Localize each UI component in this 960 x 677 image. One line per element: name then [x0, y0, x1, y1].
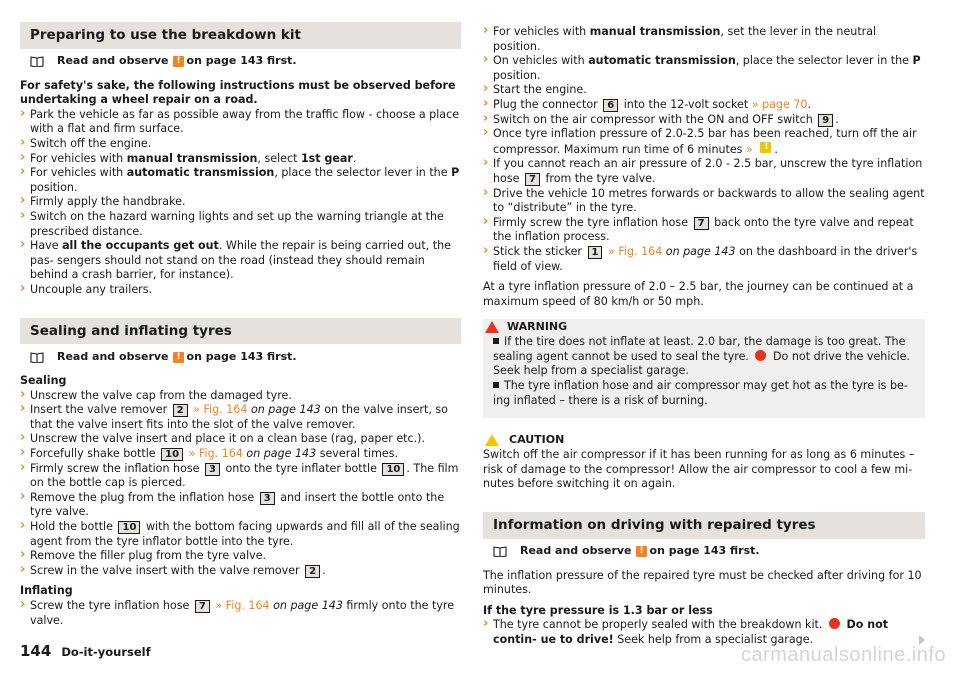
warning-square-icon [636, 546, 647, 557]
warning-item: If the tire does not inflate at least. 2.0 bar, the damage is too great. The sealing agent cannot be used to seal the tyre. Do not drive the vehicle. Seek help from a specialist garage. [493, 335, 910, 378]
list-item: › Stick the sticker 1 » Fig. 164 on page 143 on the dashboard in the driver's field of view. [483, 245, 925, 274]
list-item: › Park the vehicle as far as possible away from the traffic flow - choose a place with a flat and firm surface. [20, 108, 461, 137]
paragraph: At a tyre inflation pressure of 2.0 – 2.5 bar, the journey can be continued at a maximum speed of 80 km/h or 50 mph. [483, 280, 914, 308]
stop-icon [829, 618, 840, 629]
warning-square-icon [173, 352, 184, 363]
figure-link[interactable]: » Fig. 164 [193, 403, 248, 417]
caution-text: Switch off the air compressor if it has been running for as long as 6 minutes – risk of damage to the compressor! Allow the air compressor to cool a few mi- nutes before switching it on again. [483, 448, 915, 491]
warning-triangle-icon [485, 321, 499, 333]
list-item: › Unscrew the valve insert and place it on a clean base (rag, paper etc.). [20, 432, 461, 447]
list-item: › For vehicles with manual transmission, select 1st gear. [20, 152, 461, 167]
list-item: › For vehicles with automatic transmission, place the selector lever in the P position. [20, 166, 461, 195]
read-observe-note: Read and observe ! on page 143 first. [20, 55, 461, 69]
list-item: › Unscrew the valve cap from the damaged tyre. [20, 389, 461, 404]
warning-item: The tyre inflation hose and air compressor may get hot as the tyre is be- ing inflated – there is a risk of burning. [493, 379, 908, 407]
book-icon [30, 352, 44, 363]
section-title-sealing: Sealing and inflating tyres [20, 318, 461, 345]
list-item: › Once tyre inflation pressure of 2.0-2.5 bar has been reached, turn off the air compressor. Maximum run time of 6 minutes » ! . [483, 127, 925, 157]
list-item: › Have all the occupants get out. While the repair is being carried out, the pas- sengers should not stand on the road (instead they should remain behind a crash barrier, for instance). [20, 239, 461, 283]
list-item: › For vehicles with manual transmission, set the lever in the neutral position. [483, 25, 925, 54]
list-item: › Switch off the engine. [20, 137, 461, 152]
list-item: › Hold the bottle 10 with the bottom facing upwards and fill all of the sealing agent from the tyre inflator bottle into the tyre. [20, 520, 461, 549]
section-title-breakdown-kit: Preparing to use the breakdown kit [20, 22, 461, 49]
read-observe-note: Read and observe ! on page 143 first. [20, 350, 461, 364]
intro-text: For safety's sake, the following instructions must be observed before undertaking a wheel repair on a road. [20, 78, 456, 107]
subheading-sealing: Sealing [20, 374, 67, 388]
figure-link[interactable]: » Fig. 164 [608, 244, 663, 258]
stop-icon [755, 350, 766, 361]
right-column [483, 25, 925, 648]
list-item: › On vehicles with automatic transmission, place the selector lever in the P position. [483, 54, 925, 83]
caution-square-icon [760, 142, 771, 153]
list-item: › Start the engine. [483, 83, 925, 98]
page-section: Do-it-yourself [61, 645, 151, 659]
list-item: › Firmly apply the handbrake. [20, 195, 461, 210]
page-footer [20, 644, 151, 660]
paragraph: The inflation pressure of the repaired tyre must be checked after driving for 10 minutes. [483, 568, 922, 597]
subheading-pressure: If the tyre pressure is 1.3 bar or less [483, 603, 713, 617]
warning-square-icon [173, 56, 184, 67]
subheading-inflating: Inflating [20, 584, 73, 598]
list-item: › Switch on the air compressor with the ON and OFF switch 9 . [483, 113, 925, 128]
figure-link[interactable]: » Fig. 164 [188, 447, 243, 461]
book-icon [30, 56, 44, 67]
list-item: › If you cannot reach an air pressure of 2.0 - 2.5 bar, unscrew the tyre inflation hose 7 from the tyre valve. [483, 157, 925, 186]
page-number: 144 [20, 642, 52, 660]
warning-box [483, 319, 925, 418]
list-item: › Screw in the valve insert with the valve remover 2 . [20, 564, 461, 579]
list-item: › Screw the tyre inflation hose 7 » Fig. 164 on page 143 firmly onto the tyre valve. [20, 599, 461, 628]
list-item: › Firmly screw the tyre inflation hose 7 back onto the tyre valve and repeat the inflation process. [483, 216, 925, 245]
read-observe-note: Read and observe ! on page 143 first. [483, 545, 925, 559]
caution-triangle-icon [485, 434, 499, 446]
list-item: › Switch on the hazard warning lights and set up the warning triangle at the prescribed distance. [20, 210, 461, 239]
list-item: › Remove the filler plug from the tyre valve. [20, 549, 461, 564]
list-item: › Forcefully shake bottle 10 » Fig. 164 on page 143 several times. [20, 447, 461, 462]
list-item: › Insert the valve remover 2 » Fig. 164 on page 143 on the valve insert, so that the valve insert fits into the slot of the valve remover. [20, 403, 461, 432]
list-item: › The tyre cannot be properly sealed with the breakdown kit. Do not contin- ue to drive! Seek help from a specialist garage. [483, 618, 925, 647]
list-item: › Drive the vehicle 10 metres forwards or backwards to allow the sealing agent to “distribute” in the tyre. [483, 187, 925, 216]
page-link[interactable]: » page 70 [751, 97, 808, 111]
list-item: › Uncouple any trailers. [20, 283, 461, 298]
left-column [20, 22, 461, 628]
list-item: › Remove the plug from the inflation hose 3 and insert the bottle onto the tyre valve. [20, 491, 461, 520]
watermark: carmanualsonline.info [740, 644, 946, 666]
list-item: › Plug the connector 6 into the 12-volt socket » page 70. [483, 98, 925, 113]
list-item: › Firmly screw the inflation hose 3 onto the tyre inflater bottle 10 . The film on the bottle cap is pierced. [20, 462, 461, 491]
figure-link[interactable]: » Fig. 164 [215, 599, 270, 612]
section-title-repaired-tyres: Information on driving with repaired tyres [483, 512, 925, 539]
caution-header: CAUTION [483, 432, 925, 448]
book-icon [493, 546, 507, 557]
warning-header: WARNING [483, 319, 915, 335]
